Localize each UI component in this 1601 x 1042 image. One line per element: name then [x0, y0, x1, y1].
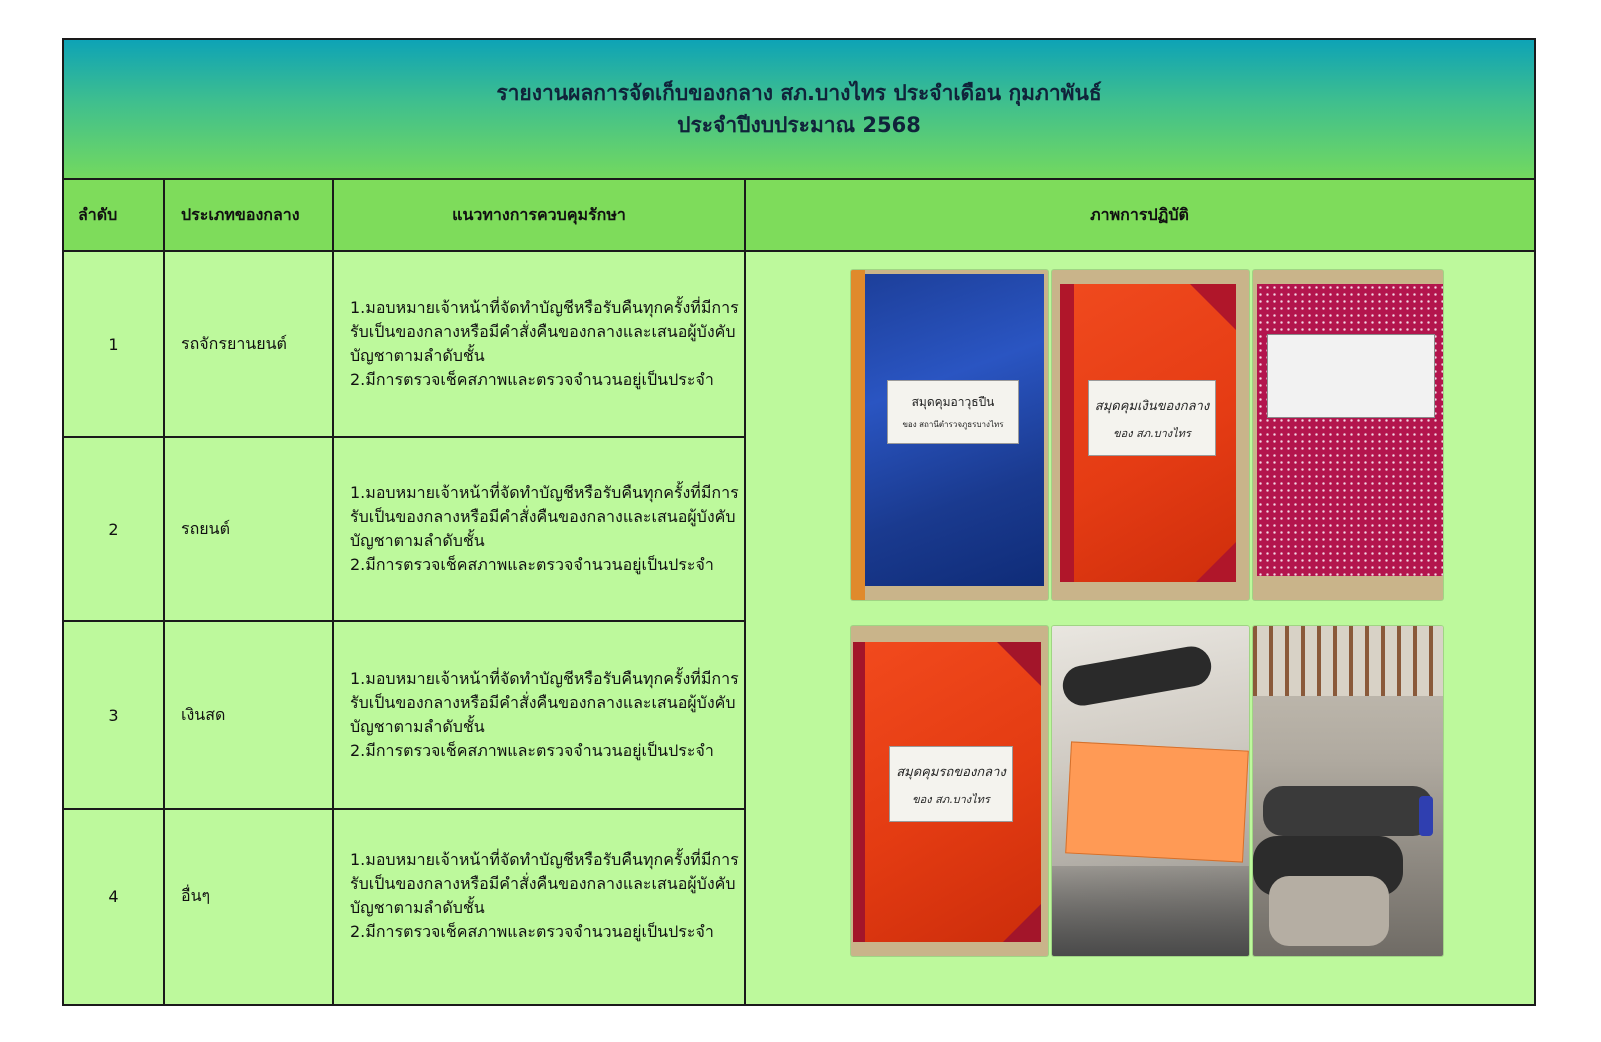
ledger-label — [1088, 380, 1216, 456]
row-4-no — [64, 810, 163, 982]
ledger-label-owner: ของ สถานีตำรวจภูธรบางไทร — [902, 420, 1004, 429]
header-type-label: ประเภทของกลาง — [181, 204, 300, 224]
item-type: เงินสด — [181, 704, 226, 724]
photo-cash-ledger — [1052, 270, 1249, 600]
header-photos-label: ภาพการปฏิบัติ — [1090, 204, 1189, 224]
row-2-no — [64, 438, 163, 620]
guide-line: 1.มอบหมายเจ้าหน้าที่จัดทำบัญชีหรือรับคืนทุกครั้งที่มีการ — [350, 483, 739, 502]
ledger-label — [889, 746, 1013, 822]
row-1-guide — [350, 252, 742, 436]
ledger-label-owner: ของ สภ.บางไทร — [1113, 426, 1191, 440]
photo-motorcycles-parked — [1253, 626, 1443, 956]
row-4-guide — [350, 810, 742, 982]
header-guide-label: แนวทางการควบคุมรักษา — [452, 204, 626, 224]
report-title-line1: รายงานผลการจัดเก็บของกลาง สภ.บางไทร ประจำเดือน กุมภาพันธ์ — [496, 81, 1102, 105]
report-table — [62, 38, 1536, 1006]
grid-line — [744, 180, 746, 1006]
header-no — [64, 180, 164, 252]
row-3-guide — [350, 622, 742, 808]
guide-line: 1.มอบหมายเจ้าหน้าที่จัดทำบัญชีหรือรับคืนทุกครั้งที่มีการ — [350, 850, 739, 869]
ledger-label-title: สมุดคุมอาวุธปืน — [911, 395, 995, 409]
ledger-label-title: สมุดคุมรถของกลาง — [896, 764, 1006, 780]
guide-line: รับเป็นของกลางหรือมีคำสั่งคืนของกลางและเสนอผู้บังคับ — [350, 507, 736, 526]
photo-drug-ledger — [1253, 270, 1443, 600]
row-number: 2 — [108, 519, 119, 539]
guide-line: 2.มีการตรวจเช็คสภาพและตรวจจำนวนอยู่เป็นประจำ — [350, 922, 714, 941]
header-no-label: ลำดับ — [78, 204, 118, 224]
row-4-type — [181, 810, 331, 982]
guide-line: บัญชาตามลำดับชั้น — [350, 898, 485, 917]
grid-line — [332, 180, 334, 1006]
guide-line: 2.มีการตรวจเช็คสภาพและตรวจจำนวนอยู่เป็นประจำ — [350, 555, 714, 574]
item-type: รถยนต์ — [181, 518, 230, 538]
guide-line: รับเป็นของกลางหรือมีคำสั่งคืนของกลางและเสนอผู้บังคับ — [350, 874, 736, 893]
grid-line — [163, 180, 165, 1006]
guide-line: รับเป็นของกลางหรือมีคำสั่งคืนของกลางและเสนอผู้บังคับ — [350, 693, 736, 712]
row-1-type — [181, 252, 331, 436]
guide-line: 1.มอบหมายเจ้าหน้าที่จัดทำบัญชีหรือรับคืนทุกครั้งที่มีการ — [350, 298, 739, 317]
row-1-no — [64, 252, 163, 436]
header-type — [164, 180, 333, 252]
row-3-type — [181, 622, 331, 808]
item-type: รถจักรยานยนต์ — [181, 333, 287, 353]
report-title-line2: ประจำปีงบประมาณ 2568 — [677, 113, 921, 137]
header-guide — [333, 180, 745, 252]
item-type: อื่นๆ — [181, 885, 211, 905]
guide-line: 1.มอบหมายเจ้าหน้าที่จัดทำบัญชีหรือรับคืนทุกครั้งที่มีการ — [350, 669, 739, 688]
photo-vehicle-ledger — [851, 626, 1048, 956]
row-number: 1 — [108, 334, 119, 354]
header-photos — [745, 180, 1534, 252]
row-2-type — [181, 438, 331, 620]
photo-evidence-bag — [1052, 626, 1249, 956]
guide-line: 2.มีการตรวจเช็คสภาพและตรวจจำนวนอยู่เป็นประจำ — [350, 370, 714, 389]
ledger-label-title: สมุดคุมเงินของกลาง — [1094, 398, 1210, 414]
row-number: 4 — [108, 886, 119, 906]
guide-line: รับเป็นของกลางหรือมีคำสั่งคืนของกลางและเสนอผู้บังคับ — [350, 322, 736, 341]
photo-firearm-ledger — [851, 270, 1048, 600]
row-2-guide — [350, 438, 742, 620]
guide-line: บัญชาตามลำดับชั้น — [350, 346, 485, 365]
row-3-no — [64, 622, 163, 808]
report-banner — [64, 40, 1534, 180]
guide-line: 2.มีการตรวจเช็คสภาพและตรวจจำนวนอยู่เป็นประจำ — [350, 741, 714, 760]
guide-line: บัญชาตามลำดับชั้น — [350, 717, 485, 736]
guide-line: บัญชาตามลำดับชั้น — [350, 531, 485, 550]
row-number: 3 — [108, 705, 119, 725]
ledger-label-owner: ของ สภ.บางไทร — [912, 792, 990, 806]
ledger-label — [887, 380, 1019, 444]
